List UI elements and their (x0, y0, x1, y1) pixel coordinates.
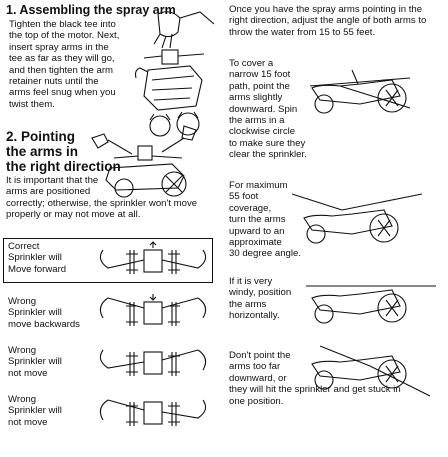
side-view-arms-too-low (300, 336, 440, 400)
tip-narrow-path: To cover a narrow 15 foot path, point the arms slightly downward. Spin the arms in a clockwise circle to make sure they clear the sprinkler. (229, 58, 307, 161)
tip-too-far-down: Don't point the arms too far downward, or they will hit the sprinkler and get stuck in one position. (229, 350, 401, 407)
side-view-arms-horizontal (300, 270, 440, 330)
pointing-arms-instructions: It is important that the arms are positioned correctly; otherwise, the sprinkler won't move properly or may not move at all. (6, 175, 198, 221)
orientation-label-no-move-1: Wrong Sprinkler will not move (8, 345, 62, 379)
no-move-arm-diagram-1 (98, 342, 208, 382)
correct-arm-diagram (98, 240, 208, 280)
direction-arrow-icon (150, 294, 156, 300)
side-view-arms-up (292, 182, 432, 252)
orientation-label-no-move-2: Wrong Sprinkler will not move (8, 394, 62, 428)
orientation-label-correct: Correct Sprinkler will Move forward (8, 241, 67, 275)
direction-arrow-icon (150, 242, 156, 248)
tip-max-coverage: For maximum 55 foot coverage, turn the arms upward to an approximate 30 degree angle. (229, 180, 302, 260)
no-move-arm-diagram-2 (98, 392, 208, 432)
orientation-label-backwards: Wrong Sprinkler will move backwards (8, 296, 80, 330)
assembling-instructions: Tighten the black tee into the top of the motor. Next, insert spray arms in the tee as far as they will go, and then tighten the arm retainer nuts until the arms feel snug when you twist them. (9, 19, 120, 110)
tractor-sprinkler-icon (86, 118, 206, 198)
backwards-arm-diagram (98, 292, 208, 332)
tip-windy: If it is very windy, position the arms horizontally. (229, 276, 292, 322)
pointing-arms-heading: 2. Pointing the arms in the right direction (6, 129, 121, 174)
assembling-heading: 1. Assembling the spray arm (6, 3, 176, 17)
side-view-arms-down (300, 50, 440, 130)
angle-adjust-intro: Once you have the spray arms pointing in the right direction, adjust the angle of both arms to throw the water from 15 to 55 feet. (229, 4, 427, 38)
